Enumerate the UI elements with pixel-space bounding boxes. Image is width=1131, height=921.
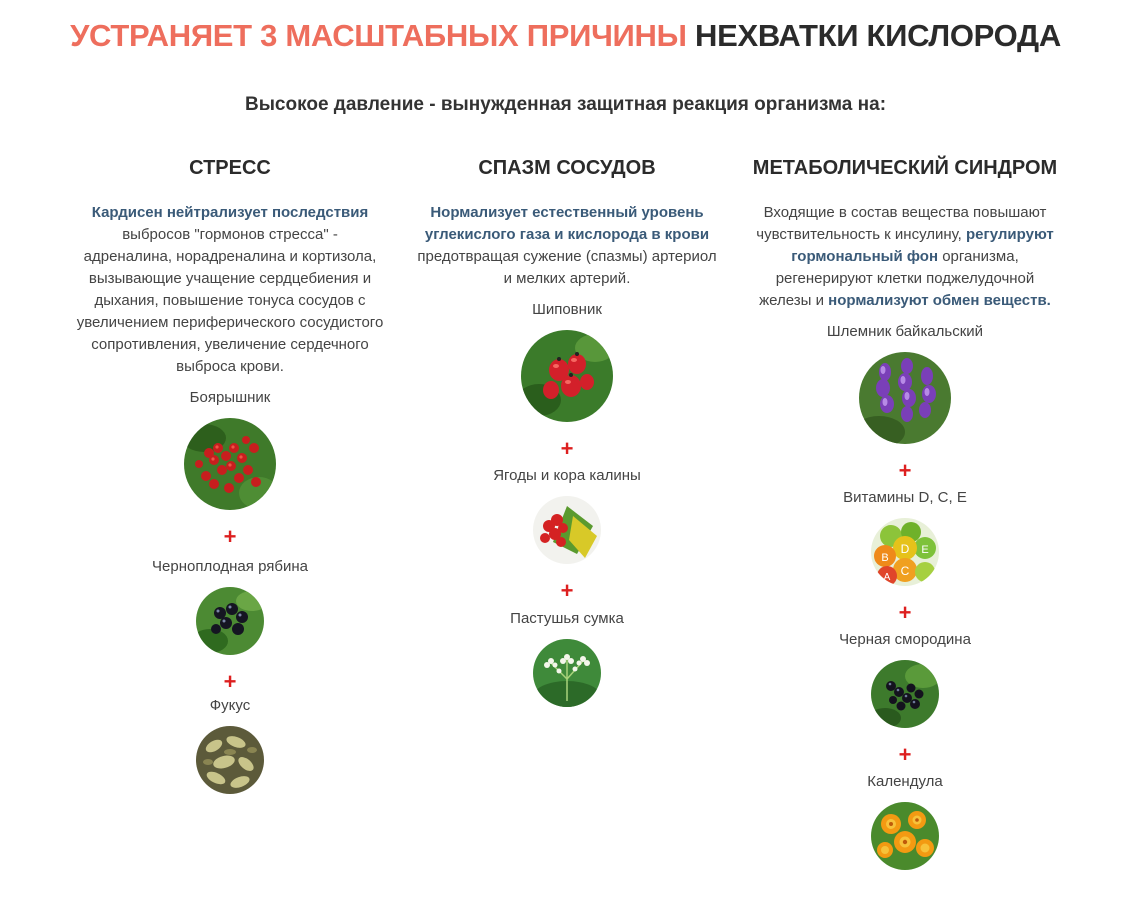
description-text: выбросов "гормонов стресса" - адреналина, норадреналина и кортизола, вызывающие учащение сердцебиения и дыхания, повышение тонуса сосудов с увеличением периферического сосудистого сопротивления, увеличение сердечного выброса крови. xyxy=(76,226,384,375)
page-headline xyxy=(0,18,1131,54)
description-bold: регулируют гормональный фон xyxy=(791,226,1054,265)
ingredient-label: Черная смородина xyxy=(839,631,971,648)
column-spasm xyxy=(412,156,722,707)
plus-icon: + xyxy=(560,578,574,603)
description-text: предотвращая сужение (спазмы) артериол и мелких артерий. xyxy=(417,248,717,287)
plus-icon: + xyxy=(898,600,912,625)
column-title: СТРЕСС xyxy=(189,157,271,179)
description-text: Входящие в состав вещества повышают чувствительность к инсулину, xyxy=(756,204,1047,243)
headline-accent: УСТРАНЯЕТ 3 МАСШТАБНЫХ ПРИЧИНЫ xyxy=(70,18,687,53)
plus-icon: + xyxy=(223,669,237,694)
page-subtitle: Высокое давление - вынужденная защитная реакция организма на: xyxy=(244,94,887,115)
ingredient-label: Черноплодная рябина xyxy=(152,558,308,575)
vitamins-icon xyxy=(871,518,939,586)
calendula-icon xyxy=(871,802,939,870)
plus-icon: + xyxy=(560,436,574,461)
vitamin-letter: A xyxy=(883,572,891,583)
description-bold: нормализуют обмен веществ. xyxy=(828,292,1051,309)
viburnum-icon xyxy=(533,496,601,564)
column-title: МЕТАБОЛИЧЕСКИЙ СИНДРОМ xyxy=(752,157,1058,179)
ingredient-label: Шлемник байкальский xyxy=(826,323,984,340)
plus-icon: + xyxy=(898,458,912,483)
ingredient-label: Календула xyxy=(867,773,943,790)
description-bold: Кардисен нейтрализует последствия xyxy=(91,204,369,221)
ingredient-label: Пастушья сумка xyxy=(510,610,624,627)
ingredient-label: Ягоды и кора калины xyxy=(493,467,641,484)
ingredient-label: Шиповник xyxy=(532,301,602,318)
hawthorn-icon xyxy=(184,418,276,510)
column-stress xyxy=(70,156,390,794)
vitamin-letter: C xyxy=(900,564,910,578)
ingredient-label: Боярышник xyxy=(189,389,271,406)
fucus-icon xyxy=(196,726,264,794)
rosehip-icon xyxy=(521,330,613,422)
vitamin-letter: E xyxy=(921,544,929,556)
headline-dark: НЕХВАТКИ КИСЛОРОДА xyxy=(695,18,1061,53)
plus-icon: + xyxy=(898,742,912,767)
ingredient-label: Фукус xyxy=(209,697,251,714)
plus-icon: + xyxy=(223,524,237,549)
column-description xyxy=(412,202,722,290)
chokeberry-icon xyxy=(196,587,264,655)
description-bold: Нормализует естественный уровень углекислого газа и кислорода в крови xyxy=(424,204,710,243)
skullcap-icon xyxy=(859,352,951,444)
column-description xyxy=(745,202,1065,312)
shepherds-purse-icon xyxy=(533,639,601,707)
ingredient-label: Витамины D, C, E xyxy=(843,489,967,506)
column-metabolic xyxy=(745,156,1065,870)
vitamin-letter: B xyxy=(881,552,889,564)
blackcurrant-icon xyxy=(871,660,939,728)
column-title: СПАЗМ СОСУДОВ xyxy=(478,157,656,179)
column-description xyxy=(70,202,390,378)
vitamin-letter: D xyxy=(900,542,910,556)
description-text: организма, регенерируют клетки поджелудочной железы и xyxy=(759,248,1035,309)
